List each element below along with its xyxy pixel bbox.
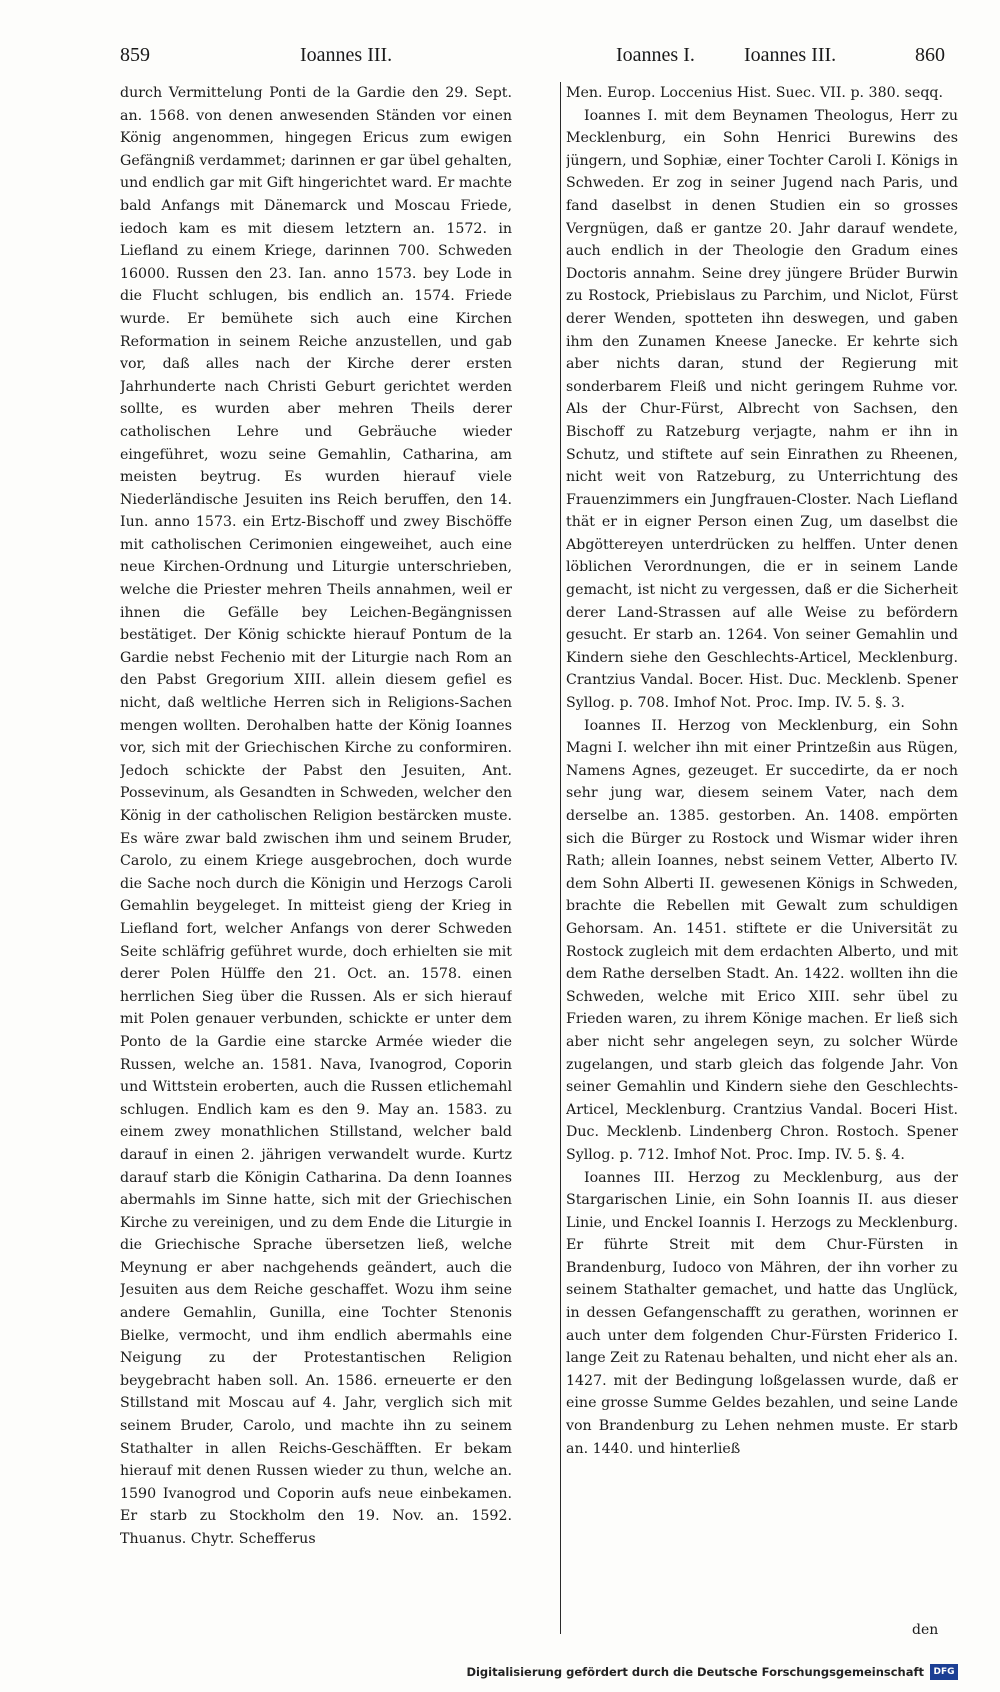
- paragraph-continued: Men. Europ. Loccenius Hist. Suec. VII. p. 380. seqq.: [566, 85, 944, 101]
- paragraph: durch Vermittelung Ponti de la Gardie den 29. Sept. an. 1568. von denen anwesenden Ständen vor einen König angenommen, hingegen Ericus zum ewigen Gefängniß verdammet; darinnen er gar übel gehalten, und endlich gar mit Gift hingerichtet ward. Er machte bald Anfangs mit Dänemarck und Moscau Friede, iedoch kam es mit diesem letztern an. 1572. in Liefland zu einem Kriege, darinnen 700. Schweden 16000. Russen den 23. Ian. anno 1573. bey Lode in die Flucht schlugen, bis endlich an. 1574. Friede wurde. Er bemühete sich auch eine Kirchen Reformation in seinem Reiche anzustellen, und gab vor, daß alles nach der Kirche derer ersten Jahrhunderte nach Christi Geburt gerichtet werden sollte, es wurden aber mehren Theils derer catholischen Lehre und Gebräuche wieder eingeführet, wozu seine Gemahlin, Catharina, am meisten beytrug. Es wurden hierauf viele Niederländische Jesuiten ins Reich beruffen, den 14. Iun. anno 1573. ein Ertz-Bischoff und zwey Bischöffe mit catholischen Cerimonien eingeweihet, auch eine neue Kirchen-Ordnung und Liturgie unterschrieben, welche die Priester mehren Theils annahmen, weil er ihnen die Gefälle bey Leichen-Begängnissen bestätiget. Der König schickte hierauf Pontum de la Gardie nebst Fechenio mit der Liturgie nach Rom an den Pabst Gregorium XIII. allein diesem gefiel es nicht, daß weltliche Herren sich in Religions-Sachen mengen wollten. Derohalben hatte der König Ioannes vor, sich mit der Griechischen Kirche zu conformiren. Jedoch schickte der Pabst den Jesuiten, Ant. Possevinum, als Gesandten in Schweden, welcher den König in der catholischen Religion bestärcken muste. Es wäre zwar bald zwischen ihm und seinem Bruder, Carolo, zu einem Kriege ausgebrochen, doch wurde die Sache noch durch die Königin und Herzogs Caroli Gemahlin beygeleget. In mitteist gieng der Krieg in Liefland fort, welcher Anfangs von derer Schweden Seite schläfrig geführet wurde, doch erhielten sie mit derer Polen Hülffe den 21. Oct. an. 1578. einen herrlichen Sieg über die Russen. Als er sich hierauf mit Polen genauer verbunden, schickte er unter dem Ponto de la Gardie eine starcke Armée wieder die Russen, welche an. 1581. Nava, Ivanogrod, Coporin und Wittstein eroberten, auch die Russen etlichemahl schlugen. Endlich kam es den 9. May an. 1583. zu einem zwey monathlichen Stillstand, welcher bald darauf in einen 2. jährigen verwandelt wurde. Kurtz darauf starb die Königin Catharina. Da denn Ioannes abermahls im Sinne hatte, sich mit der Griechischen Kirche zu vereinigen, und zu dem Ende die Liturgie in die Griechische Sprache übersetzen ließ, welche Meynung er aber nachgehends geändert, auch die Jesuiten aus dem Reiche geschaffet. Wozu ihm seine andere Gemahlin, Gunilla, eine Tochter Stenonis Bielke, vermocht, und ihm endlich abermahls eine Neigung zu der Protestantischen Religion beygebracht haben soll. An. 1586. erneuerte er den Stillstand mit Moscau auf 4. Jahr, verglich sich mit seinem Bruder, Carolo, und machte ihn zu seinem Stathalter in allen Reichs-Geschäfften. Er bekam hierauf mit denen Russen wieder zu thun, welche an. 1590 Ivanogrod und Coporin aufs neue einbekamen. Er starb zu Stockholm den 19. Nov. an. 1592. Thuanus. Chytr. Schefferus: [120, 85, 512, 1547]
- page-number-right: 860: [915, 44, 945, 66]
- left-text-column: [120, 82, 512, 1634]
- column-rule: [560, 82, 561, 1634]
- page-number-left: 859: [120, 44, 150, 66]
- catchword: den: [912, 1622, 939, 1638]
- footer-text: Digitalisierung gefördert durch die Deutsche Forschungsgemeinschaft: [466, 1665, 924, 1679]
- dfg-logo-icon: DFG: [930, 1664, 958, 1680]
- entry-ioannes-iii: Ioannes III. Herzog zu Mecklenburg, aus der Stargarischen Linie, ein Sohn Ioannis II. aus dieser Linie, und Enckel Ioannis I. Herzogs zu Mecklenburg. Er führte Streit mit dem Chur-Fürsten in Brandenburg, Iudoco von Mähren, der ihn vorher zu seinem Stathalter gemachet, und hatte das Unglück, in dessen Gefangenschafft zu gerathen, worinnen er auch unter dem folgenden Chur-Fürsten Friderico I. lange Zeit zu Ratenau behalten, und nicht eher als an. 1427. mit der Bedingung loßgelassen wurde, daß er eine grosse Summe Geldes bezahlen, und seine Lande von Brandenburg zu Lehen nehmen muste. Er starb an. 1440. und hinterließ: [566, 1169, 958, 1457]
- running-title-right: Ioannes III.: [744, 44, 837, 66]
- entry-ioannes-ii: Ioannes II. Herzog von Mecklenburg, ein Sohn Magni I. welcher ihn mit einer Printzeßin aus Rügen, Namens Agnes, gezeuget. Er succedirte, da er noch sehr jung war, diesem seinem Vater, nach dem derselbe an. 1385. gestorben. An. 1408. empörten sich die Bürger zu Rostock und Wismar wider ihren Rath; allein Ioannes, nebst seinem Vetter, Alberto IV. dem Sohn Alberti II. gewesenen Königs in Schweden, brachte die Rebellen mit Gewalt zum schuldigen Gehorsam. An. 1451. stiftete er die Universität zu Rostock zugleich mit dem erdachten Alberto, und mit dem Rathe derselben Stadt. An. 1422. wollten ihn die Schweden, welche mit Erico XIII. sehr übel zu Frieden waren, zu ihrem Könige machen. Er ließ sich aber nicht sehr angelegen seyn, zu solcher Würde zugelangen, und starb gleich das folgende Jahr. Von seiner Gemahlin und Kindern siehe den Geschlechts-Articel, Mecklenburg. Crantzius Vandal. Boceri Hist. Duc. Mecklenb. Lindenberg Chron. Rostoch. Spener Syllog. p. 712. Imhof Not. Proc. Imp. IV. 5. §. 4.: [566, 717, 958, 1163]
- digitization-footer: [466, 1662, 958, 1682]
- running-title-middle: Ioannes I.: [616, 44, 695, 66]
- entry-ioannes-i: Ioannes I. mit dem Beynamen Theologus, Herr zu Mecklenburg, ein Sohn Henrici Burewins des jüngern, und Sophiæ, einer Tochter Caroli I. Königs in Schweden. Er zog in seiner Jugend nach Paris, und fand daselbst in denen Studien ein so grosses Vergnügen, daß er gantze 20. Jahr darauf wendete, auch endlich in der Theologie den Gradum eines Doctoris annahm. Seine drey jüngere Brüder Burwin zu Rostock, Priebislaus zu Parchim, und Niclot, Fürst derer Wenden, spotteten ihn deswegen, und gaben ihm den Zunamen Kneese Janecke. Er kehrte sich aber nichts daran, stund der Regierung mit sonderbarem Fleiß und nicht geringem Ruhme vor. Als der Chur-Fürst, Albrecht von Sachsen, den Bischoff zu Ratzeburg verjagte, nahm er ihn in Schutz, und stiftete auf sein Einrathen zu Rheenen, nicht weit von Ratzeburg, zu Unterrichtung des Frauenzimmers ein Jungfrauen-Closter. Nach Liefland thät er in eigner Person einen Zug, um daselbst die Abgöttereyen unterdrücken zu helffen. Unter denen löblichen Verordnungen, die er in seinem Lande gemacht, ist nicht zu vergessen, daß er die Sicherheit derer Land-Strassen auf alle Weise zu befördern gesucht. Er starb an. 1264. Von seiner Gemahlin und Kindern siehe den Geschlechts-Articel, Mecklenburg. Crantzius Vandal. Bocer. Hist. Duc. Mecklenb. Spener Syllog. p. 708. Imhof Not. Proc. Imp. IV. 5. §. 3.: [566, 107, 958, 712]
- right-text-column: [566, 82, 958, 1634]
- running-title-left: Ioannes III.: [300, 44, 393, 66]
- running-header: [120, 40, 950, 76]
